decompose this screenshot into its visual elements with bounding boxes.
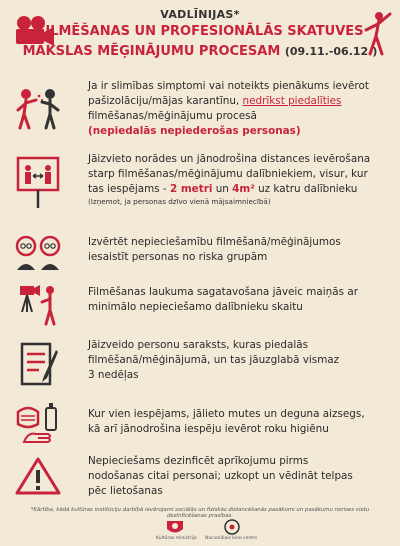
row-7-line-3: pēc lietošanas (88, 485, 163, 497)
row-7-line-1: Nepieciešams dezinficēt aprīkojumu pirms (88, 455, 309, 467)
row-5-line-2: filmēšanā/mēģinājumā, un tas jāuzglabā vismaz (88, 354, 340, 366)
sick-person-icon (14, 84, 62, 132)
date-range: (09.11.-06.12.) (284, 45, 378, 58)
row-3-line-1: Izvērtēt nepieciešamību filmēšanā/mēģinājumos (88, 236, 341, 248)
title-line-1: FILMĒŠANAS UN PROFESIONĀLĀS SKATUVES (36, 24, 364, 39)
row-2-note: (Izņemot, ja personas dzīvo vienā mājsaimniecībā) (88, 197, 271, 206)
elderly-people-icon (14, 232, 62, 272)
guideline-row-6 (0, 396, 400, 446)
title-line-2 (0, 44, 400, 59)
row-7-line-2: nodošanas citai personai; uzkopt un vēdināt telpas (88, 470, 353, 482)
title-line-2-text: MĀKSLAS MĒĢINĀJUMU PROCESAM (22, 44, 281, 59)
ministry-coat-of-arms-icon (164, 518, 186, 536)
row-2-line-3: tas iespējams - 2 metri un 4m² uz katru dalībnieku (88, 183, 358, 195)
row-1-line-3: filmēšanas/mēģinājumu procesā (88, 110, 257, 122)
row-6-line-1: Kur vien iespējams, jālieto mutes un deguna aizsegs, (88, 408, 365, 420)
four-square-meters: 4m² (232, 183, 255, 195)
row-5-line-3: 3 nedēļas (88, 369, 139, 381)
guideline-row-5 (0, 336, 400, 396)
mask-hygiene-icon (14, 398, 62, 446)
two-meters: 2 metri (170, 183, 213, 195)
guideline-row-1 (0, 78, 400, 140)
row-1-line-1: Ja ir slimības simptomi vai noteikts pienākums ievērot (88, 80, 369, 92)
not-allowed-text: nedrīkst piedalīties (242, 95, 342, 107)
guideline-row-4 (0, 280, 400, 328)
row-1-line-4: (nepiedalās nepiederošas personas) (88, 125, 301, 137)
film-centre-caption: Nacionālais kino centrs (205, 536, 258, 541)
footnote: *Kārtība, kādā kultūras institūciju darbībā ievērojami sociālās un fiziskās distancēšanās pasākumi un pasākumu norises vietu dezinficēšanas prasības. (30, 507, 370, 519)
row-4-line-2: minimālo nepieciešamo dalībnieku skaitu (88, 301, 303, 313)
row-1-line-2: pašizolāciju/mājas karantīnu, nedrīkst piedalīties (88, 95, 342, 107)
guidelines-kicker: VADLĪNIJAS* (160, 8, 240, 21)
film-centre-logo-icon (222, 518, 242, 536)
checklist-icon (14, 340, 62, 388)
row-6-line-2: kā arī jānodrošina iespēju ievērot roku higiēnu (88, 423, 329, 435)
row-2-line-2: starp filmēšanas/mēģinājumu dalībniekiem, visur, kur (88, 168, 368, 180)
row-2-line-1: Jāizvieto norādes un jānodrošina distances ievērošana (88, 153, 371, 165)
guideline-row-2 (0, 150, 400, 220)
distance-sign-icon (14, 154, 62, 210)
guideline-row-7 (0, 450, 400, 504)
logos (0, 518, 400, 544)
dancer-icon (362, 10, 392, 60)
header (0, 0, 400, 74)
row-5-line-1: Jāizveido personu saraksts, kuras piedalās (88, 339, 309, 351)
row-3-line-2: iesaistīt personas no riska grupām (88, 251, 268, 263)
ministry-caption: Kultūras ministrija (156, 536, 197, 541)
guideline-row-3 (0, 232, 400, 272)
film-crew-icon (14, 280, 62, 328)
warning-icon (14, 456, 62, 496)
row-4-line-1: Filmēšanas laukuma sagatavošana jāveic maiņās ar (88, 286, 358, 298)
